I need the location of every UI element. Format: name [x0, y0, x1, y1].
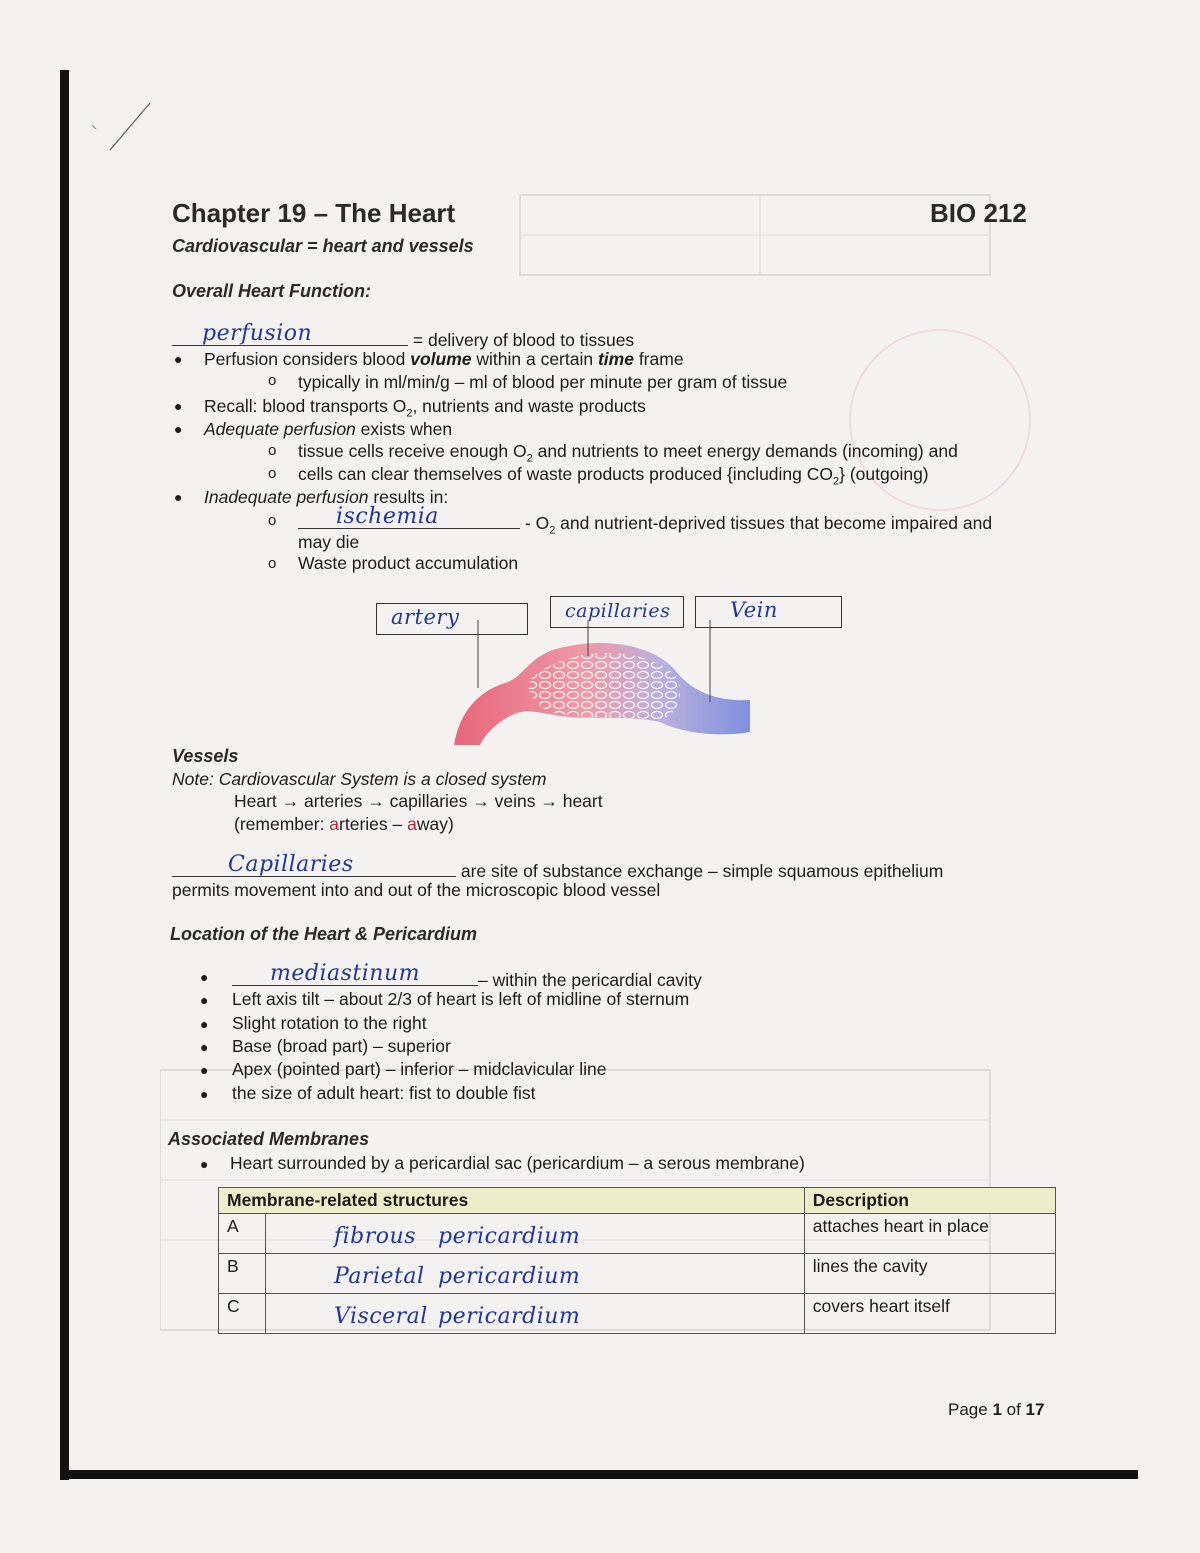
text-run: way) — [416, 814, 454, 834]
course-code: BIO 212 — [930, 198, 1027, 228]
table-row — [219, 1214, 1056, 1254]
text-run: (remember: — [234, 814, 330, 834]
bullet-icon: ● — [200, 1086, 209, 1102]
text-run: Page — [948, 1400, 993, 1419]
bullet-text: Base (broad part) – superior — [232, 1036, 451, 1056]
bullet-icon: ● — [174, 351, 183, 367]
text-run: results in: — [368, 487, 449, 507]
fill-in-blank — [232, 961, 478, 986]
row-letter: C — [219, 1294, 266, 1334]
table-header-structures: Membrane-related structures — [219, 1188, 805, 1214]
handwritten-answer: mediastinum — [270, 961, 420, 986]
text-run: , nutrients and waste products — [412, 396, 646, 416]
handwritten-answer: ischemia — [336, 504, 439, 529]
structure-cell — [266, 1254, 805, 1294]
subscript: 2 — [406, 407, 413, 420]
bullet-icon: ● — [200, 1156, 209, 1172]
text-run: Inadequate perfusion — [204, 487, 369, 507]
sub-bullet-text: typically in ml/min/g – ml of blood per minute per gram of tissue — [298, 372, 788, 392]
definition-text: = delivery of blood to tissues — [412, 330, 635, 350]
circle-bullet-icon: o — [268, 555, 277, 572]
table-header-description: Description — [804, 1188, 1055, 1214]
membrane-table — [218, 1187, 1056, 1334]
fill-in-blank — [298, 504, 520, 529]
label-box-capillaries — [550, 596, 684, 628]
bullet-text: Slight rotation to the right — [232, 1013, 427, 1033]
sub-bullet-text — [298, 504, 993, 542]
page-subtitle: Cardiovascular = heart and vessels — [172, 236, 474, 256]
text-run: a — [407, 814, 417, 834]
flow-text: Heart → arteries → capillaries → veins → heart — [234, 791, 603, 811]
text-run: time — [597, 349, 634, 369]
sub-bullet-continuation: may die — [298, 532, 360, 552]
subscript: 2 — [549, 524, 556, 537]
bullet-icon: ● — [200, 969, 209, 985]
section-heading-membranes: Associated Membranes — [168, 1129, 370, 1149]
handwritten-answer: fibrous — [334, 1224, 416, 1249]
page-title: Chapter 19 – The Heart — [172, 198, 456, 228]
text-run: and nutrient-deprived tissues that become impaired and — [555, 513, 993, 533]
bullet-text: Heart surrounded by a pericardial sac (pericardium – a serous membrane) — [230, 1153, 805, 1173]
mnemonic-text — [234, 813, 454, 835]
bullet-icon: ● — [200, 1016, 209, 1032]
bullet-icon: ● — [200, 1039, 209, 1055]
text-run: within a certain — [471, 349, 598, 369]
sub-bullet-text: Waste product accumulation — [298, 553, 519, 573]
page-number — [948, 1400, 1044, 1420]
text-run: and nutrients to meet energy demands (incoming) and — [532, 441, 958, 461]
text-run: tissue cells receive enough O — [298, 441, 527, 461]
text-run: - O — [524, 513, 550, 533]
bullet-icon: ● — [200, 992, 209, 1008]
text-run: Perfusion considers blood — [204, 349, 411, 369]
text-run: 17 — [1025, 1400, 1045, 1419]
text-run: cells can clear themselves of waste products produced {including CO — [298, 464, 833, 484]
text-run: Recall: blood transports O — [204, 396, 407, 416]
handwritten-label: Vein — [730, 598, 778, 622]
handwritten-answer: perfusion — [202, 321, 313, 346]
bullet-icon: ● — [200, 1062, 209, 1078]
handwritten-answer: Parietal — [334, 1264, 425, 1289]
table-row — [219, 1254, 1056, 1294]
label-box-artery — [376, 603, 528, 635]
subscript: 2 — [526, 452, 533, 465]
text-run: Adequate perfusion — [204, 419, 356, 439]
row-letter: A — [219, 1214, 266, 1254]
section-heading-vessels: Vessels — [172, 746, 239, 766]
structure-cell — [266, 1214, 805, 1254]
note-text: Note: Cardiovascular System is a closed system — [172, 769, 547, 789]
handwritten-answer: pericardium — [438, 1304, 581, 1329]
bullet-text: Left axis tilt – about 2/3 of heart is left of midline of sternum — [232, 989, 690, 1009]
handwritten-answer: pericardium — [438, 1264, 581, 1289]
description-cell: lines the cavity — [804, 1254, 1055, 1294]
text-run: – within the pericardial cavity — [478, 970, 702, 990]
text-run: rteries – — [339, 814, 408, 834]
text-run: } (outgoing) — [839, 464, 929, 484]
text-run: exists when — [355, 419, 453, 439]
text-run: frame — [633, 349, 684, 369]
bullet-text — [204, 348, 684, 370]
fill-in-blank — [172, 852, 456, 877]
bullet-icon: ● — [174, 489, 183, 505]
label-box-vein — [695, 596, 842, 628]
handwritten-label: artery — [391, 605, 460, 629]
section-heading-location: Location of the Heart & Pericardium — [170, 924, 478, 944]
circle-bullet-icon: o — [268, 512, 277, 529]
row-letter: B — [219, 1254, 266, 1294]
scan-edge-bottom — [60, 1470, 1138, 1479]
circle-bullet-icon: o — [268, 372, 277, 389]
vessel-diagram — [440, 620, 760, 750]
handwritten-label: capillaries — [565, 600, 671, 622]
structure-cell — [266, 1294, 805, 1334]
pencil-mark — [80, 95, 160, 165]
bullet-text — [204, 418, 452, 440]
handwritten-answer: Capillaries — [228, 852, 354, 877]
subscript: 2 — [833, 475, 840, 488]
capillaries-line-2: permits movement into and out of the microscopic blood vessel — [172, 880, 661, 900]
circle-bullet-icon: o — [268, 442, 277, 459]
text-run: volume — [410, 349, 472, 369]
scan-edge-left — [60, 70, 69, 1480]
description-cell: covers heart itself — [804, 1294, 1055, 1334]
table-header-row — [219, 1188, 1056, 1214]
bullet-text: Apex (pointed part) – inferior – midclavicular line — [232, 1059, 607, 1079]
table-row — [219, 1294, 1056, 1334]
text-run: of — [1001, 1400, 1026, 1419]
text-run: 1 — [992, 1400, 1002, 1419]
bullet-text: the size of adult heart: fist to double fist — [232, 1083, 536, 1103]
text-run: a — [329, 814, 340, 834]
circle-bullet-icon: o — [268, 465, 277, 482]
section-heading-overall: Overall Heart Function: — [172, 281, 372, 301]
fill-in-blank — [172, 321, 408, 346]
bullet-icon: ● — [174, 421, 183, 437]
description-cell: attaches heart in place — [804, 1214, 1055, 1254]
handwritten-answer: Visceral — [334, 1304, 428, 1329]
handwritten-answer: pericardium — [438, 1224, 581, 1249]
text-run: are site of substance exchange – simple squamous epithelium — [460, 861, 944, 881]
bullet-icon: ● — [174, 398, 183, 414]
